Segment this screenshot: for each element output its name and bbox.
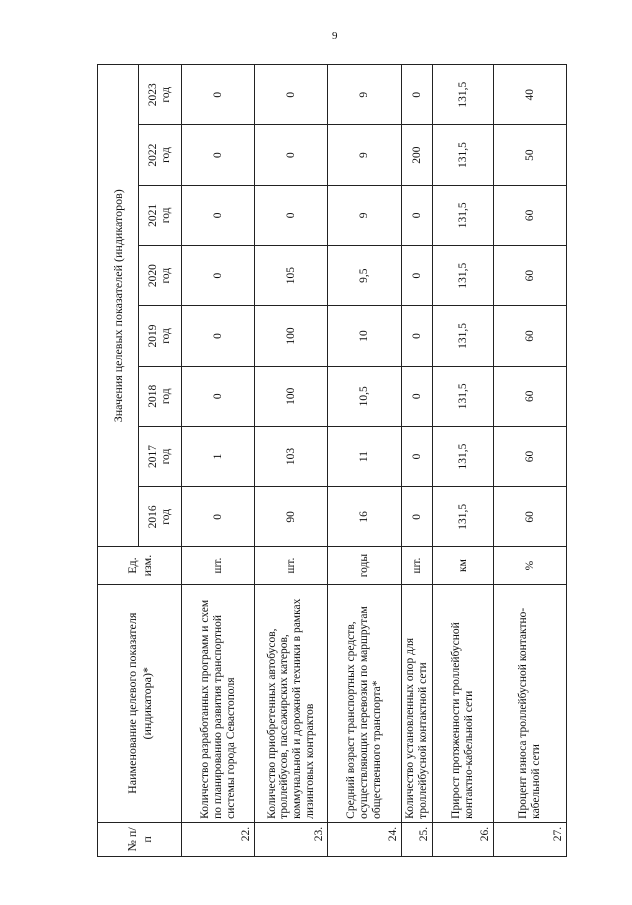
row-value: 0 (182, 125, 255, 185)
header-name: Наименование целевого показателя (индикатора)* (98, 584, 182, 822)
row-value: 131,5 (432, 366, 493, 426)
row-value: 131,5 (432, 246, 493, 306)
table-row (182, 65, 255, 857)
header-num: № п/п (98, 822, 182, 856)
row-name: Процент износа троллейбусной контактно-кабельной сети (493, 584, 566, 822)
header-year: 2022 год (139, 125, 182, 185)
row-value: 131,5 (432, 185, 493, 245)
row-num: 27. (493, 822, 566, 856)
table-row (401, 65, 432, 857)
page-number: 9 (332, 30, 338, 42)
row-value: 131,5 (432, 487, 493, 547)
row-value: 131,5 (432, 65, 493, 125)
header-year: 2019 год (139, 306, 182, 366)
row-num: 25. (401, 822, 432, 856)
rotated-table-block (97, 64, 567, 857)
row-value: 60 (493, 487, 566, 547)
row-unit: шт. (255, 547, 328, 584)
row-value: 0 (182, 487, 255, 547)
row-value: 60 (493, 185, 566, 245)
row-unit: шт. (182, 547, 255, 584)
row-value: 131,5 (432, 125, 493, 185)
row-value: 16 (328, 487, 401, 547)
row-value: 100 (255, 306, 328, 366)
row-value: 60 (493, 366, 566, 426)
row-num: 23. (255, 822, 328, 856)
row-name: Количество приобретенных автобусов, троллейбусов, пассажирских катеров, коммунальной и дорожной техники в рамках лизинговых контрактов (255, 584, 328, 822)
row-value: 200 (401, 125, 432, 185)
row-value: 131,5 (432, 426, 493, 486)
row-value: 131,5 (432, 306, 493, 366)
row-value: 9 (328, 185, 401, 245)
row-value: 0 (401, 185, 432, 245)
row-value: 11 (328, 426, 401, 486)
header-year: 2020 год (139, 246, 182, 306)
header-year: 2021 год (139, 185, 182, 245)
header-group: Значения целевых показателей (индикаторов) (98, 65, 139, 547)
row-value: 0 (401, 487, 432, 547)
header-unit: Ед. изм. (98, 547, 182, 584)
row-name: Прирост протяженности троллейбусной контактно-кабельной сети (432, 584, 493, 822)
row-value: 0 (182, 246, 255, 306)
row-value: 0 (401, 65, 432, 125)
row-unit: годы (328, 547, 401, 584)
row-value: 0 (401, 426, 432, 486)
header-year: 2018 год (139, 366, 182, 426)
row-name: Средний возраст транспортных средств, осуществляющих перевозки по маршрутам общественного транспорта* (328, 584, 401, 822)
row-value: 0 (255, 185, 328, 245)
row-name: Количество разработанных программ и схем по планированию развития транспортной системы города Севастополя (182, 584, 255, 822)
row-value: 0 (401, 246, 432, 306)
row-value: 0 (182, 65, 255, 125)
row-value: 103 (255, 426, 328, 486)
row-value: 0 (255, 65, 328, 125)
table-row (432, 65, 493, 857)
header-year: 2023 год (139, 65, 182, 125)
row-value: 0 (182, 306, 255, 366)
row-value: 60 (493, 426, 566, 486)
table-row (328, 65, 401, 857)
row-value: 0 (182, 185, 255, 245)
row-value: 0 (255, 125, 328, 185)
row-unit: % (493, 547, 566, 584)
row-value: 60 (493, 246, 566, 306)
row-value: 9 (328, 125, 401, 185)
row-num: 24. (328, 822, 401, 856)
header-year: 2016 год (139, 487, 182, 547)
row-value: 100 (255, 366, 328, 426)
row-unit: шт. (401, 547, 432, 584)
row-value: 50 (493, 125, 566, 185)
row-num: 22. (182, 822, 255, 856)
row-value: 105 (255, 246, 328, 306)
row-num: 26. (432, 822, 493, 856)
row-value: 0 (182, 366, 255, 426)
row-unit: км (432, 547, 493, 584)
row-value: 9 (328, 65, 401, 125)
header-year: 2017 год (139, 426, 182, 486)
row-value: 0 (401, 306, 432, 366)
row-name: Количество установленных опор для троллейбусной контактной сети (401, 584, 432, 822)
indicators-table (97, 64, 567, 857)
row-value: 90 (255, 487, 328, 547)
table-row (255, 65, 328, 857)
row-value: 1 (182, 426, 255, 486)
row-value: 10,5 (328, 366, 401, 426)
row-value: 60 (493, 306, 566, 366)
table-row (493, 65, 566, 857)
row-value: 9,5 (328, 246, 401, 306)
row-value: 10 (328, 306, 401, 366)
row-value: 40 (493, 65, 566, 125)
row-value: 0 (401, 366, 432, 426)
